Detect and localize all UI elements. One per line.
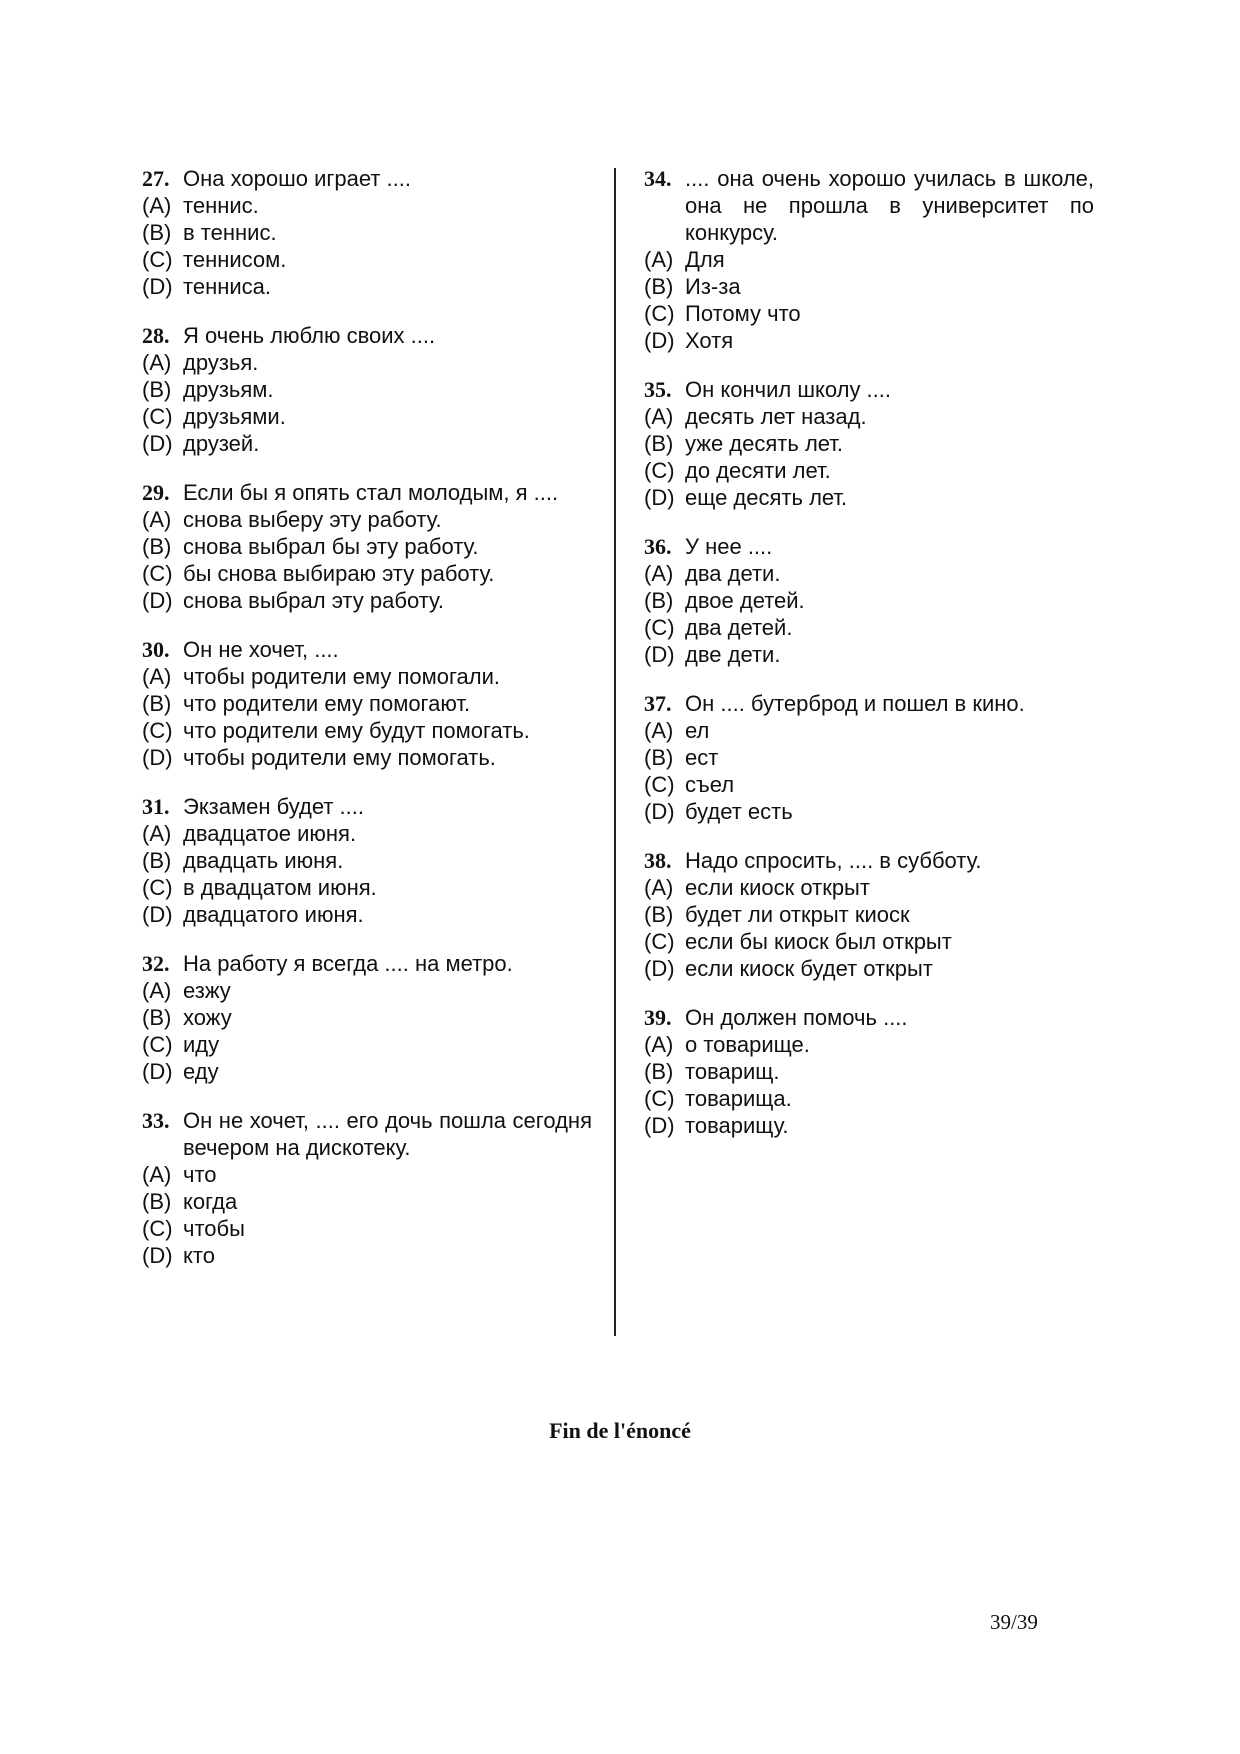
option-text: товарища. [685,1086,792,1111]
option-letter: (B) [644,274,674,299]
option-text: чтобы родители ему помогали. [183,664,500,689]
question-number: 39. [644,1005,672,1030]
option-text: хожу [183,1005,232,1030]
answer-option [644,273,1094,300]
answer-option [142,1215,592,1242]
answer-option [142,192,592,219]
option-letter: (C) [644,301,675,326]
answer-option [644,403,1094,430]
option-letter: (C) [142,404,173,429]
question-35 [644,376,1094,511]
answer-option [644,457,1094,484]
option-text: что [183,1162,217,1187]
question-text: Он не хочет, .... его дочь пошла сегодня вечером на дискотеку. [183,1108,592,1160]
answer-option [142,430,592,457]
option-text: езжу [183,978,231,1003]
answer-option [142,1161,592,1188]
option-letter: (B) [142,220,172,245]
question-stem [644,690,1094,717]
option-text: теннисом. [183,247,287,272]
answer-option [142,560,592,587]
option-letter: (A) [142,664,172,689]
answer-option [142,533,592,560]
question-stem [644,376,1094,403]
option-letter: (A) [644,875,674,900]
question-stem [142,479,592,506]
answer-option [142,1242,592,1269]
option-letter: (A) [142,978,172,1003]
option-text: кто [183,1243,215,1268]
option-text: если киоск открыт [685,875,870,900]
answer-option [142,506,592,533]
question-34 [644,165,1094,354]
option-text: Потому что [685,301,801,326]
option-text: друзьям. [183,377,274,402]
option-letter: (B) [142,1005,172,1030]
option-text: в двадцатом июня. [183,875,377,900]
option-letter: (C) [644,772,675,797]
option-letter: (A) [644,1032,674,1057]
option-letter: (A) [142,193,172,218]
option-text: Для [685,247,725,272]
question-number: 28. [142,323,170,348]
question-31 [142,793,592,928]
question-text: Если бы я опять стал молодым, я .... [183,480,559,505]
answer-option [644,246,1094,273]
answer-option [142,1031,592,1058]
option-text: если бы киоск был открыт [685,929,952,954]
answer-option [644,798,1094,825]
answer-option [644,641,1094,668]
option-text: Из-за [685,274,741,299]
option-letter: (D) [142,745,173,770]
question-text: Он кончил школу .... [685,377,892,402]
question-text: Экзамен будет .... [183,794,364,819]
option-text: будет ли открыт киоск [685,902,910,927]
option-letter: (B) [142,691,172,716]
option-text: уже десять лет. [685,431,844,456]
option-letter: (B) [142,377,172,402]
answer-option [644,614,1094,641]
option-text: двадцатого июня. [183,902,364,927]
option-text: двое детей. [685,588,805,613]
answer-option [142,717,592,744]
question-stem [142,636,592,663]
option-letter: (D) [644,1113,675,1138]
option-text: еще десять лет. [685,485,848,510]
question-38 [644,847,1094,982]
answer-option [644,430,1094,457]
option-text: съел [685,772,735,797]
option-text: Хотя [685,328,734,353]
question-32 [142,950,592,1085]
answer-option [644,1031,1094,1058]
option-letter: (D) [142,1243,173,1268]
right-question-column [644,165,1094,1139]
question-33 [142,1107,592,1269]
option-text: что родители ему будут помогать. [183,718,530,743]
page-number: 39/39 [990,1610,1038,1634]
left-question-column [142,165,592,1269]
question-text: .... она очень хорошо училась в школе, она не прошла в университет по конкурсу. [685,166,1094,245]
option-letter: (A) [644,404,674,429]
question-36 [644,533,1094,668]
option-letter: (B) [142,1189,172,1214]
option-text: товарищу. [685,1113,789,1138]
option-text: десять лет назад. [685,404,867,429]
answer-option [142,744,592,771]
option-text: друзей. [183,431,260,456]
answer-option [644,771,1094,798]
option-letter: (D) [644,328,675,353]
question-number: 35. [644,377,672,402]
answer-option [142,273,592,300]
option-text: еду [183,1059,219,1084]
answer-option [644,955,1094,982]
option-letter: (B) [644,902,674,927]
answer-option [644,587,1094,614]
answer-option [142,1004,592,1031]
question-stem [142,793,592,820]
option-text: чтобы [183,1216,245,1241]
option-text: ест [685,745,719,770]
option-letter: (A) [142,350,172,375]
option-letter: (C) [644,929,675,954]
question-number: 33. [142,1108,170,1133]
answer-option [142,349,592,376]
option-text: друзьями. [183,404,286,429]
answer-option [142,403,592,430]
answer-option [142,376,592,403]
option-text: снова выберу эту работу. [183,507,442,532]
option-text: ел [685,718,710,743]
option-letter: (A) [644,561,674,586]
answer-option [142,1188,592,1215]
option-letter: (D) [142,274,173,299]
answer-option [644,327,1094,354]
question-text: Он должен помочь .... [685,1005,908,1030]
question-text: Она хорошо играет .... [183,166,411,191]
option-letter: (D) [142,588,173,613]
option-letter: (A) [142,507,172,532]
option-text: бы снова выбираю эту работу. [183,561,495,586]
option-letter: (D) [644,642,675,667]
option-letter: (D) [644,799,675,824]
option-letter: (A) [644,718,674,743]
answer-option [142,587,592,614]
answer-option [644,717,1094,744]
answer-option [644,1085,1094,1112]
option-letter: (C) [644,458,675,483]
answer-option [142,847,592,874]
option-text: что родители ему помогают. [183,691,471,716]
answer-option [644,300,1094,327]
option-letter: (D) [644,485,675,510]
option-letter: (D) [644,956,675,981]
option-text: два дети. [685,561,781,586]
option-text: две дети. [685,642,781,667]
question-number: 29. [142,480,170,505]
option-text: два детей. [685,615,793,640]
question-stem [644,1004,1094,1031]
question-number: 37. [644,691,672,716]
option-text: когда [183,1189,238,1214]
option-text: снова выбрал бы эту работу. [183,534,479,559]
question-number: 38. [644,848,672,873]
option-letter: (C) [644,1086,675,1111]
question-39 [644,1004,1094,1139]
question-stem [142,165,592,192]
option-text: в теннис. [183,220,277,245]
option-text: теннис. [183,193,259,218]
option-letter: (B) [644,431,674,456]
answer-option [644,1058,1094,1085]
option-letter: (B) [142,534,172,559]
question-stem [142,1107,592,1161]
option-letter: (C) [142,718,173,743]
option-letter: (C) [142,561,173,586]
answer-option [142,820,592,847]
question-30 [142,636,592,771]
option-letter: (C) [142,1032,173,1057]
option-letter: (B) [644,745,674,770]
option-text: о товарище. [685,1032,810,1057]
answer-option [644,874,1094,901]
question-stem [644,847,1094,874]
answer-option [142,1058,592,1085]
question-stem [142,322,592,349]
question-number: 31. [142,794,170,819]
column-divider [614,168,616,1336]
answer-option [142,874,592,901]
option-text: если киоск будет открыт [685,956,933,981]
option-letter: (B) [142,848,172,873]
answer-option [644,901,1094,928]
option-letter: (D) [142,1059,173,1084]
question-text: У нее .... [685,534,773,559]
option-letter: (A) [142,821,172,846]
question-number: 36. [644,534,672,559]
option-letter: (B) [644,588,674,613]
answer-option [142,690,592,717]
question-stem [644,533,1094,560]
question-text: Он не хочет, .... [183,637,339,662]
question-text: Я очень люблю своих .... [183,323,436,348]
option-letter: (D) [142,431,173,456]
question-number: 34. [644,166,672,191]
option-text: двадцатое июня. [183,821,357,846]
option-letter: (C) [644,615,675,640]
question-text: На работу я всегда .... на метро. [183,951,513,976]
option-text: друзья. [183,350,259,375]
answer-option [644,928,1094,955]
question-29 [142,479,592,614]
option-text: будет есть [685,799,793,824]
answer-option [644,744,1094,771]
option-text: снова выбрал эту работу. [183,588,444,613]
option-text: двадцать июня. [183,848,344,873]
question-number: 27. [142,166,170,191]
question-text: Он .... бутерброд и пошел в кино. [685,691,1025,716]
question-text: Надо спросить, .... в субботу. [685,848,982,873]
answer-option [142,901,592,928]
option-letter: (A) [142,1162,172,1187]
answer-option [644,484,1094,511]
option-text: до десяти лет. [685,458,831,483]
option-text: иду [183,1032,220,1057]
answer-option [142,246,592,273]
question-number: 32. [142,951,170,976]
option-letter: (C) [142,875,173,900]
question-28 [142,322,592,457]
option-letter: (B) [644,1059,674,1084]
option-text: товарищ. [685,1059,780,1084]
question-stem [142,950,592,977]
answer-option [142,219,592,246]
option-text: чтобы родители ему помогать. [183,745,496,770]
option-letter: (A) [644,247,674,272]
end-of-statement-title: Fin de l'énoncé [549,1418,691,1443]
question-number: 30. [142,637,170,662]
answer-option [644,1112,1094,1139]
answer-option [142,663,592,690]
option-letter: (C) [142,247,173,272]
option-letter: (D) [142,902,173,927]
question-37 [644,690,1094,825]
question-27 [142,165,592,300]
option-letter: (C) [142,1216,173,1241]
question-stem [644,165,1094,246]
answer-option [644,560,1094,587]
answer-option [142,977,592,1004]
option-text: тенниса. [183,274,271,299]
